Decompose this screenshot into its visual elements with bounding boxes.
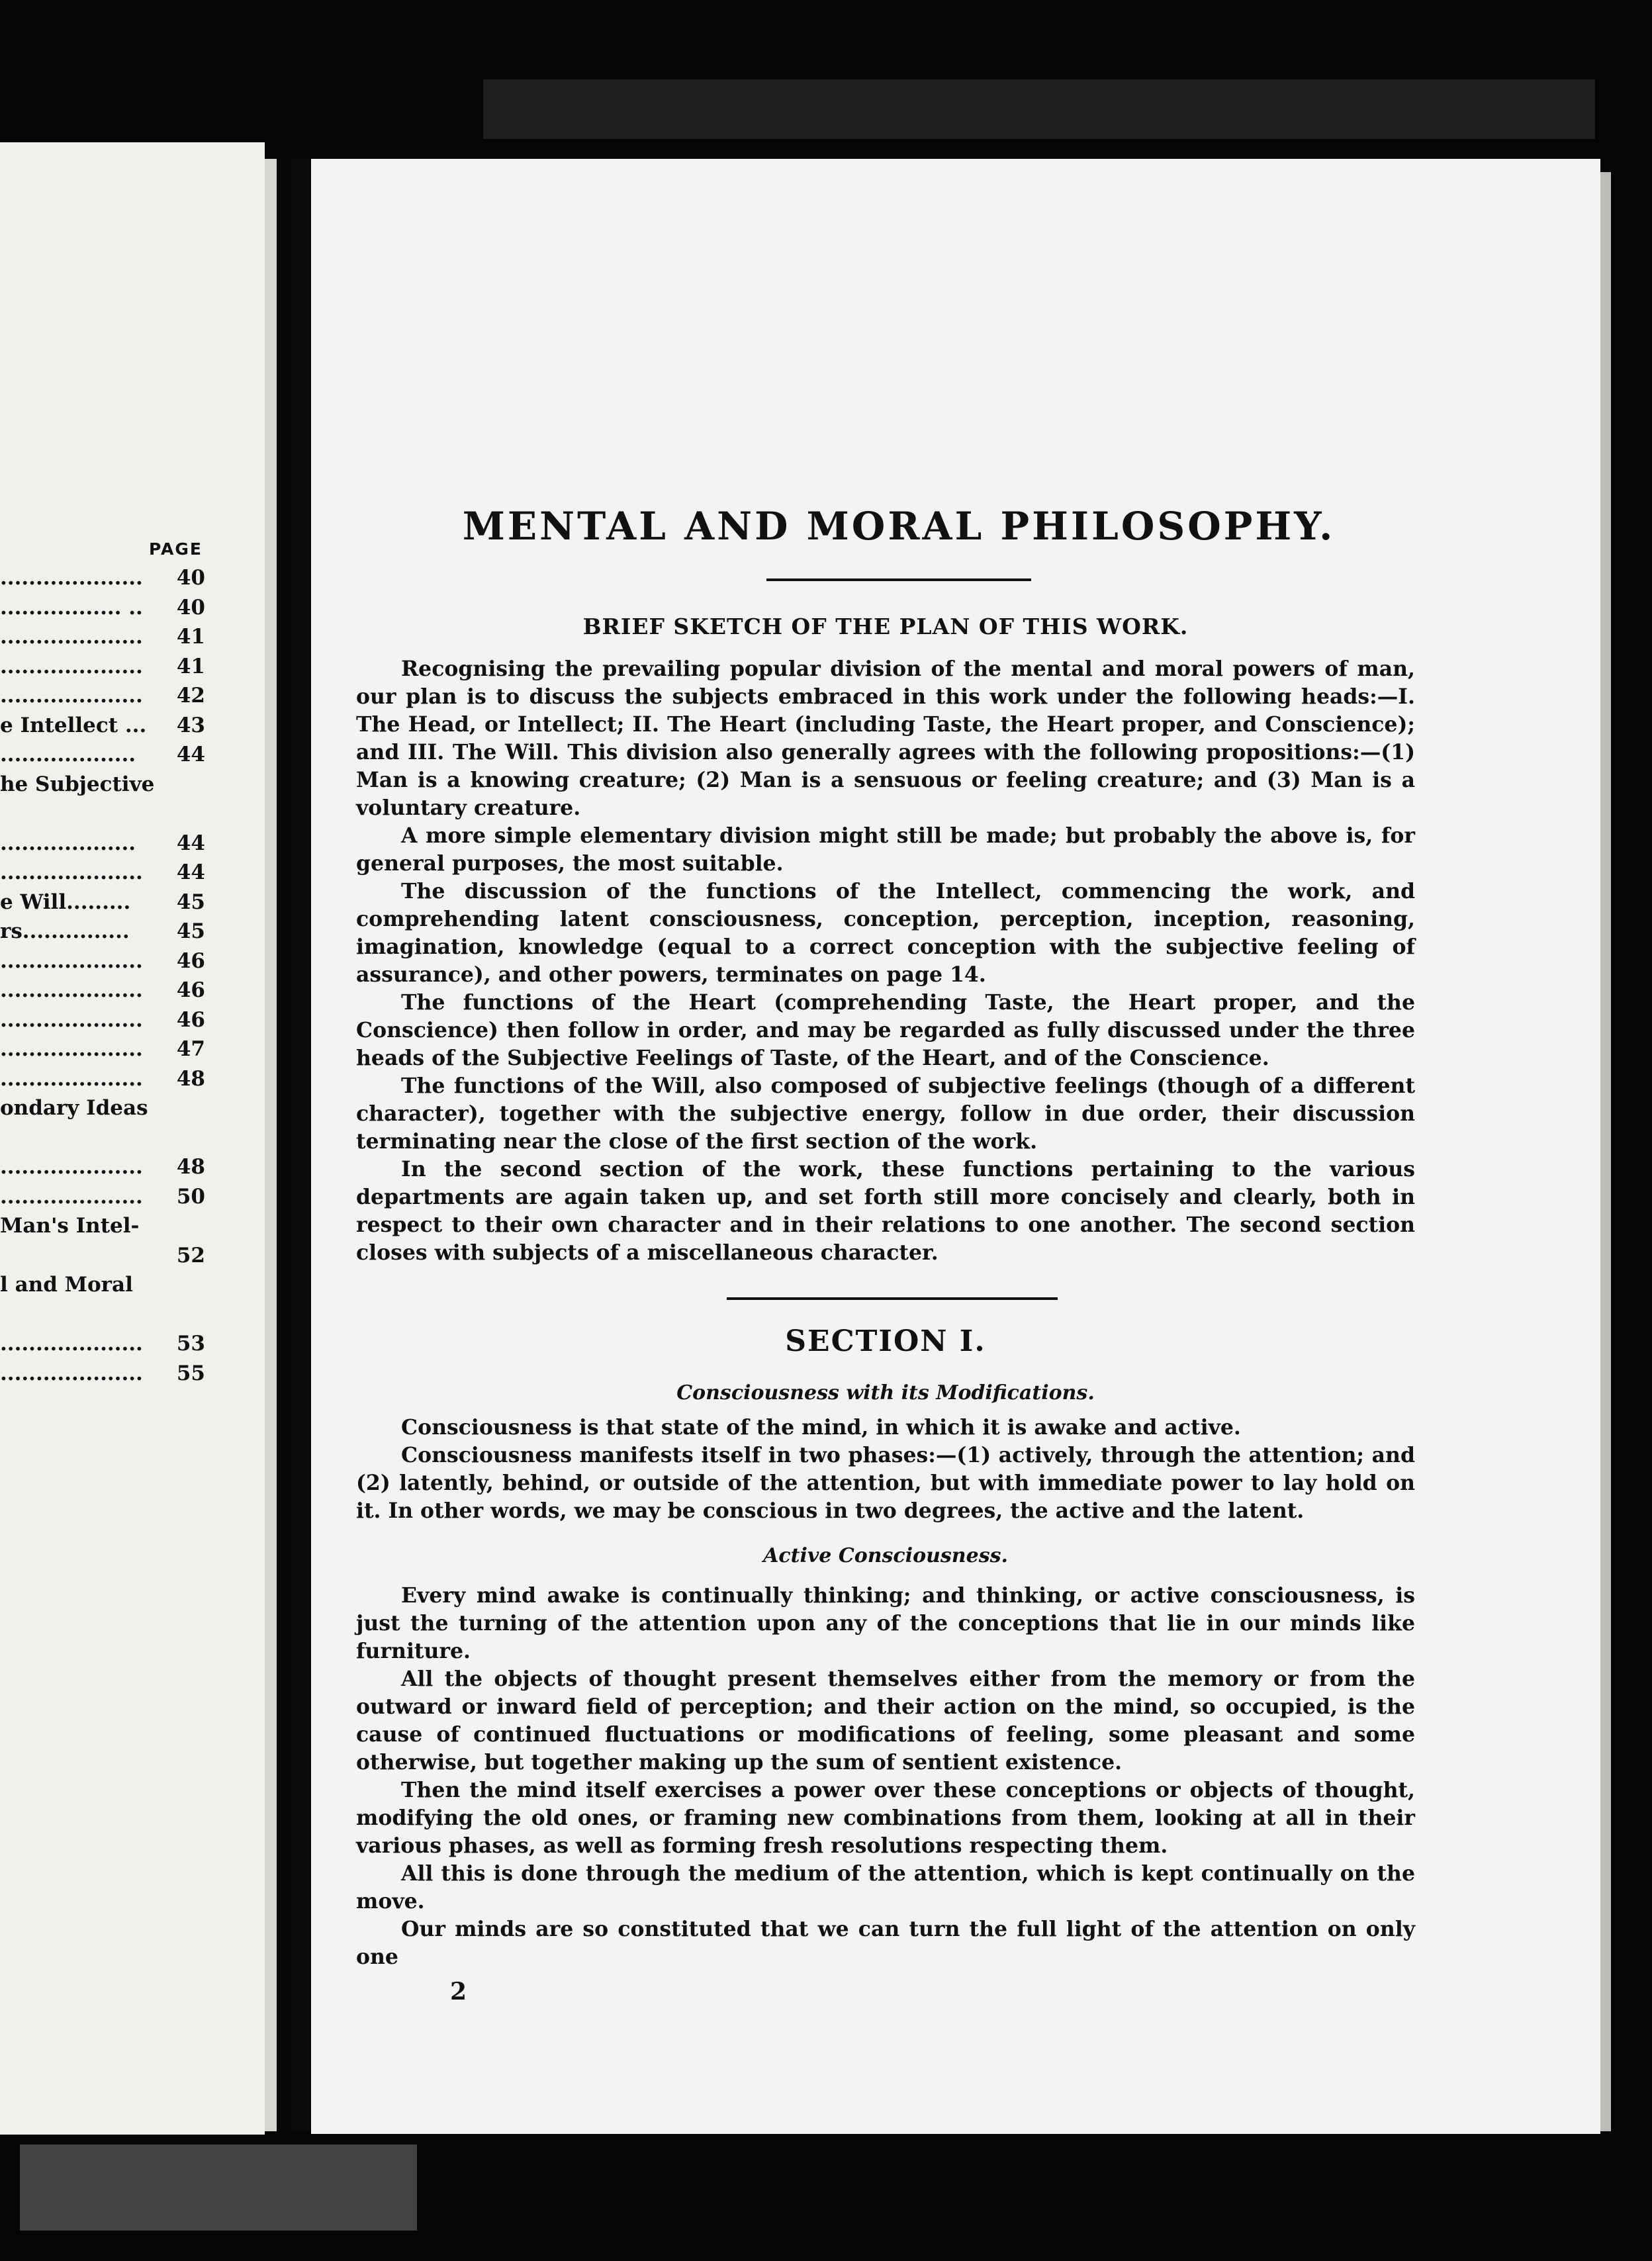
toc-row: [0, 566, 205, 595]
section-rule: [727, 1297, 1058, 1300]
toc-page-number: 41: [173, 625, 205, 649]
scanner-background-band-bottom: [20, 2145, 417, 2231]
toc-entry-text: ....................: [0, 978, 143, 1002]
toc-entry-text: ...................: [0, 743, 136, 766]
toc-row: [0, 1361, 205, 1391]
toc-entry-text: ....................: [0, 566, 143, 590]
toc-page-number: 40: [173, 596, 205, 620]
scanner-background-band: [483, 79, 1595, 139]
toc-page-number: 41: [173, 655, 205, 678]
toc-entry-text: ....................: [0, 1066, 143, 1091]
toc-entry-text: he Subjective: [0, 772, 155, 796]
toc-entry-text: ....................: [0, 1184, 143, 1209]
toc-entry-text: l and Moral: [0, 1273, 133, 1297]
toc-entry-text: ....................: [0, 1332, 143, 1356]
toc-row: [0, 919, 205, 948]
toc-row: [0, 1214, 205, 1243]
paragraph: In the second section of the work, these functions pertaining to the various departments are again taken up, and set forth still more concisely and clearly, both in respect to their own character and in their relations to one another. The second section closes with subjects of a miscellaneous character.: [356, 1157, 1415, 1265]
toc-entry-text: ....................: [0, 860, 143, 884]
toc-row: [0, 831, 205, 860]
consciousness-paragraphs: [356, 1414, 1415, 1525]
toc-row: [0, 772, 205, 802]
toc-row: [0, 1008, 205, 1037]
toc-entry-text: rs...............: [0, 919, 130, 943]
toc-page-number: 48: [173, 1067, 205, 1091]
page-title: MENTAL AND MORAL PHILOSOPHY.: [462, 504, 1336, 549]
toc-page-number: 45: [173, 890, 205, 914]
toc-row: [0, 743, 205, 772]
toc-row: [0, 684, 205, 713]
paragraph: The functions of the Will, also composed of subjective feelings (though of a different character), together with the subjective energy, follow in due order, their discussion terminating near the close of the first section of the work.: [356, 1074, 1415, 1154]
toc-row: [0, 1332, 205, 1361]
toc-row: [0, 596, 205, 625]
subheading-consciousness: Consciousness with its Modifications.: [676, 1381, 1095, 1405]
toc-entry-text: ....................: [0, 684, 143, 708]
toc-page-number: 43: [173, 714, 205, 737]
toc-row: [0, 860, 205, 890]
paragraph: The discussion of the functions of the Intellect, commencing the work, and comprehending latent consciousness, conception, perception, inception, reasoning, imagination, knowledge (equal to a correct conception with the subjective feeling of assurance), and other powers, terminates on page 14.: [356, 879, 1415, 987]
toc-row: [0, 625, 205, 654]
toc-entry-text: e Will.........: [0, 890, 131, 914]
paragraph: Our minds are so constituted that we can turn the full light of the attention on only one: [356, 1917, 1415, 1969]
toc-row: [0, 1096, 205, 1125]
left-page-edge: [265, 159, 277, 2131]
paragraph: Consciousness manifests itself in two phases:—(1) actively, through the attention; and (2) latently, behind, or outside of the attention, but with immediate power to lay hold on it. In other words, we may be conscious in two degrees, the active and the latent.: [356, 1443, 1415, 1523]
toc-page-number: 47: [173, 1037, 205, 1061]
section-heading: SECTION I.: [785, 1324, 986, 1358]
toc-row: [0, 1244, 205, 1273]
paragraph: Then the mind itself exercises a power over these conceptions or objects of thought, modifying the old ones, or framing new combinations from them, looking at all in their various phases, as well as forming fresh resolutions respecting them.: [356, 1778, 1415, 1858]
toc-row: [0, 714, 205, 743]
paragraph: All the objects of thought present themselves either from the memory or from the outward or inward field of perception; and their action on the mind, so occupied, is the cause of continued fluctuations or modifications of feeling, some pleasant and some otherwise, but together making up the sum of sentient existence.: [356, 1667, 1415, 1775]
toc-entry-text: Man's Intel-: [0, 1214, 140, 1238]
title-rule: [766, 578, 1031, 581]
toc-page-number: 44: [173, 831, 205, 855]
active-paragraphs: [356, 1582, 1415, 1971]
toc-page-number: 40: [173, 566, 205, 590]
toc-entry-text: ....................: [0, 1155, 143, 1179]
toc-entry-text: ................. ..: [0, 595, 143, 620]
toc-row: [0, 1067, 205, 1096]
toc-entry-text: ondary Ideas: [0, 1096, 148, 1120]
paragraph: The functions of the Heart (comprehending Taste, the Heart proper, and the Conscience) then follow in order, and may be regarded as fully discussed under the three heads of the Subjective Feelings of Taste, of the Heart, and of the Conscience.: [356, 990, 1415, 1070]
toc-entry-text: e Intellect ...: [0, 713, 147, 737]
toc-row: [0, 1303, 205, 1332]
toc-row: [0, 1273, 205, 1302]
toc-row: [0, 1185, 205, 1214]
toc-entry-text: ....................: [0, 948, 143, 973]
toc-page-header: PAGE: [149, 539, 203, 559]
toc-entry-text: ....................: [0, 1361, 143, 1385]
toc-row: [0, 1037, 205, 1066]
toc-page-number: 46: [173, 978, 205, 1002]
paragraph: Every mind awake is continually thinking; and thinking, or active consciousness, is just the turning of the attention upon any of the conceptions that lie in our minds like furniture.: [356, 1583, 1415, 1663]
book-spine: [291, 159, 310, 2131]
plan-subtitle: BRIEF SKETCH OF THE PLAN OF THIS WORK.: [582, 614, 1189, 639]
toc-row: [0, 949, 205, 978]
toc-page-number: 50: [173, 1185, 205, 1209]
toc-entry-text: ....................: [0, 1037, 143, 1061]
toc-page-number: 45: [173, 919, 205, 943]
toc-row: [0, 978, 205, 1007]
page-number: 2: [450, 1978, 467, 2006]
toc-page-number: 46: [173, 1008, 205, 1032]
toc-row: [0, 1126, 205, 1155]
left-facing-page: [0, 142, 265, 2135]
page-right-edge: [1600, 172, 1611, 2131]
toc-page-number: 48: [173, 1155, 205, 1179]
toc-entry-text: ...................: [0, 831, 136, 855]
toc-page-number: 44: [173, 743, 205, 766]
toc-page-number: 46: [173, 949, 205, 973]
toc-row: [0, 1155, 205, 1184]
toc-row: [0, 655, 205, 684]
intro-paragraphs: [356, 655, 1415, 1267]
toc-entry-text: ....................: [0, 625, 143, 649]
paragraph: A more simple elementary division might still be made; but probably the above is, for general purposes, the most suitable.: [356, 823, 1415, 876]
toc-entry-text: ....................: [0, 654, 143, 678]
toc-page-number: 55: [173, 1361, 205, 1385]
paragraph: Recognising the prevailing popular division of the mental and moral powers of man, our plan is to discuss the subjects embraced in this work under the following heads:—I. The Head, or Intellect; II. The Heart (including Taste, the Heart proper, and Conscience); and III. The Will. This division also generally agrees with the following propositions:—(1) Man is a knowing creature; (2) Man is a sensuous or feeling creature; and (3) Man is a voluntary creature.: [356, 657, 1415, 820]
toc-page-number: 44: [173, 860, 205, 884]
toc-page-number: 52: [173, 1244, 205, 1268]
page-content: [356, 503, 1415, 1971]
toc-row: [0, 890, 205, 919]
toc-entry-text: ....................: [0, 1007, 143, 1032]
toc-page-number: 53: [173, 1332, 205, 1356]
subheading-active-consciousness: Active Consciousness.: [763, 1544, 1008, 1567]
toc-page-number: 42: [173, 684, 205, 708]
toc-row: [0, 802, 205, 831]
paragraph: All this is done through the medium of the attention, which is kept continually on the move.: [356, 1861, 1415, 1914]
paragraph: Consciousness is that state of the mind, in which it is awake and active.: [401, 1415, 1241, 1440]
